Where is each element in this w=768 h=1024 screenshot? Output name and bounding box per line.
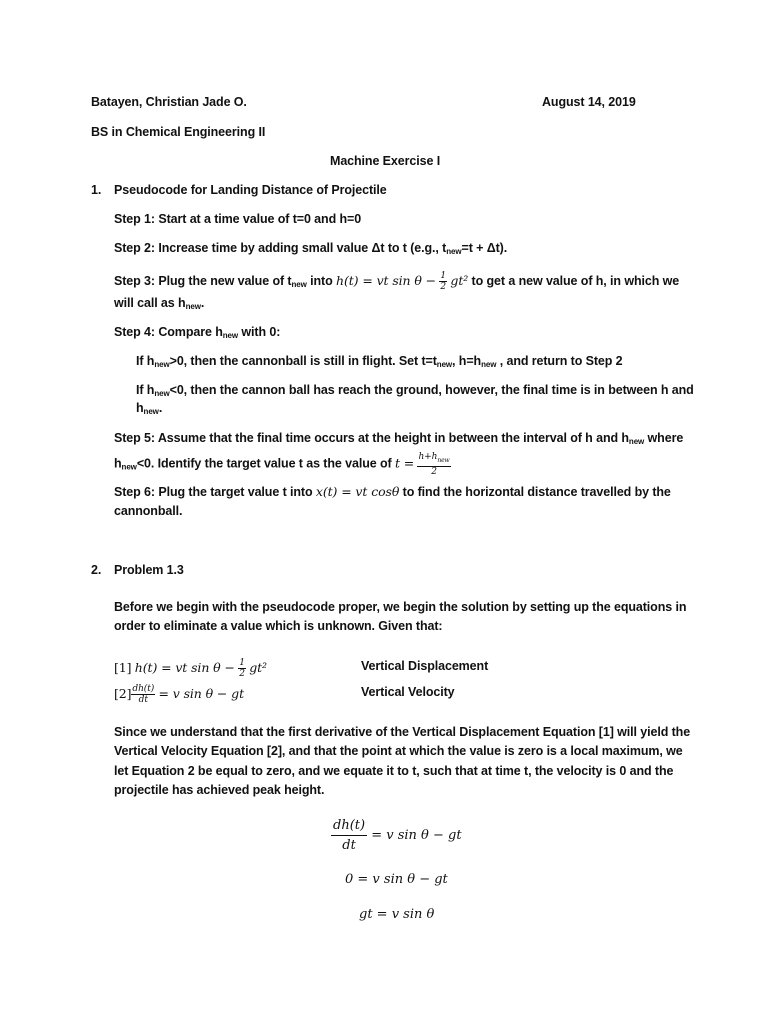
- step-4-text-b: with 0:: [238, 325, 281, 339]
- gravity-term: gt²: [450, 272, 469, 288]
- step-3-line-2: will call as $h_{new}$.: [114, 296, 205, 311]
- one-half-fraction: [238, 658, 246, 679]
- subscript-new: new: [628, 437, 645, 446]
- equation-1: [114, 658, 267, 679]
- step-2-text-b: =t + Δt).: [461, 241, 508, 255]
- equation-2-rhs: = v sin θ − gt: [158, 685, 244, 701]
- step-4: [114, 324, 280, 344]
- subscript-new: new: [154, 389, 170, 398]
- step-2: [114, 240, 507, 260]
- peak-time-equation: gt = v sin θ: [359, 907, 435, 922]
- section-2-number: 2.: [91, 563, 102, 577]
- derivative-equation-rhs: = v sin θ − gt: [371, 828, 462, 843]
- step-1: Step 1: Start at a time value of t=0 and h=0: [114, 212, 362, 226]
- step-4-case-2: [136, 382, 694, 402]
- author-name: Batayen, Christian Jade O.: [91, 95, 247, 109]
- fraction-numerator: 1: [440, 271, 447, 281]
- case-2-line-2-text: h: [136, 401, 144, 415]
- subscript-new: new: [222, 331, 239, 340]
- equation-2-label: Vertical Velocity: [361, 685, 455, 699]
- step-2-text-a: Step 2: Increase time by adding small value Δt to t (e.g., t: [114, 241, 447, 255]
- step-3: [114, 271, 679, 293]
- document-date: August 14, 2019: [542, 95, 636, 109]
- target-time-equation: t =: [394, 455, 415, 471]
- fraction-denominator: 2: [440, 282, 447, 292]
- step-5: [114, 430, 683, 450]
- step-6-text-b: to find the horizontal distance travelled by the: [399, 485, 671, 499]
- target-time-fraction: [417, 452, 450, 477]
- subscript-new: new: [436, 360, 453, 369]
- paragraph-line-2: Vertical Velocity Equation [2], and that the point at which the value is zero is a local maximum, we: [114, 744, 683, 758]
- case-2-text-b: <0, then the cannon ball has reach the ground, however, the final time is in between h and: [169, 383, 694, 397]
- paragraph-line-3: let Equation 2 be equal to zero, and we equate it to t, such that at time t, the velocity is 0 and the: [114, 764, 674, 778]
- subscript-new: new: [446, 247, 462, 256]
- subscript-new: new: [481, 360, 497, 369]
- fraction-numerator: 1: [239, 658, 245, 668]
- subscript-new: new: [143, 407, 159, 416]
- intro-line-2: order to eliminate a value which is unknown. Given that:: [114, 619, 443, 633]
- step-4-case-2-line-2: $h_{new}$.: [136, 401, 163, 416]
- zero-velocity-equation: 0 = v sin θ − gt: [345, 872, 448, 887]
- derivative-fraction: [131, 684, 155, 705]
- step-6-line-2: cannonball.: [114, 504, 183, 518]
- fraction-denominator: dt: [342, 838, 356, 853]
- fraction-denominator: 2: [431, 466, 437, 477]
- equation-1-label: Vertical Displacement: [361, 659, 489, 673]
- derivative-equation: [331, 818, 462, 853]
- section-2-heading: Problem 1.3: [114, 563, 184, 577]
- case-2-text-a: If h: [136, 383, 155, 397]
- step-4-text-a: Step 4: Compare h: [114, 325, 223, 339]
- case-1-text-d: , and return to Step 2: [496, 354, 623, 368]
- paragraph-line-1: Since we understand that the first derivative of the Vertical Displacement Equation [1] will yield the: [114, 725, 691, 739]
- numerator-subscript: new: [437, 456, 450, 464]
- page-title: Machine Exercise I: [330, 154, 441, 168]
- case-1-text-a: If h: [136, 354, 155, 368]
- step-5-line-2: [114, 452, 451, 477]
- paragraph-line-4: projectile has achieved peak height.: [114, 783, 325, 797]
- program-name: BS in Chemical Engineering II: [91, 125, 266, 139]
- equation-2: [114, 684, 244, 705]
- fraction-numerator: [417, 452, 450, 467]
- step-3-text-c: to get a new value of h, in which we: [468, 273, 680, 288]
- horizontal-distance-equation: x(t) = vt cosθ: [315, 484, 400, 499]
- equation-1-tag: [1]: [114, 659, 132, 675]
- step-5-line-2-text-b: <0. Identify the target value t as the value of: [136, 456, 395, 471]
- step-5-text-a: Step 5: Assume that the final time occurs at the height in between the interval of h and h: [114, 431, 629, 445]
- gravity-term: gt²: [249, 659, 267, 675]
- subscript-new: new: [291, 279, 307, 289]
- step-6-text-a: Step 6: Plug the target value t into: [114, 485, 316, 499]
- step-4-case-1: [136, 353, 623, 373]
- derivative-fraction-large: [331, 818, 367, 853]
- case-1-text-b: >0, then the cannonball is still in flight. Set t=t: [169, 354, 437, 368]
- equation-1-lhs: h(t) = vt sin θ −: [134, 659, 235, 675]
- step-5-text-b: where: [644, 431, 684, 445]
- step-6: [114, 484, 671, 500]
- step-3-text-a: Step 3: Plug the new value of t: [114, 273, 292, 288]
- subscript-new: new: [154, 360, 170, 369]
- subscript-new: new: [121, 462, 137, 472]
- fraction-numerator: dh(t): [331, 818, 367, 836]
- subscript-new: new: [185, 302, 201, 311]
- fraction-denominator: dt: [138, 695, 148, 705]
- fraction-numerator: dh(t): [132, 684, 155, 694]
- fraction-denominator: 2: [239, 669, 245, 679]
- height-equation: h(t) = vt sin θ −: [336, 272, 437, 288]
- case-1-text-c: , h=h: [452, 354, 482, 368]
- intro-line-1: Before we begin with the pseudocode proper, we begin the solution by setting up the equations in: [114, 600, 687, 614]
- step-3-text-b: into: [306, 273, 337, 288]
- numerator-text: h+h: [418, 452, 438, 462]
- step-5-line-2-text-a: h: [114, 456, 122, 471]
- section-1-number: 1.: [91, 183, 102, 197]
- section-1-heading: Pseudocode for Landing Distance of Projectile: [114, 183, 387, 197]
- step-3-line-2-text: will call as h: [114, 296, 186, 310]
- one-half-fraction: [439, 271, 447, 292]
- equation-2-tag: [2]: [114, 685, 132, 701]
